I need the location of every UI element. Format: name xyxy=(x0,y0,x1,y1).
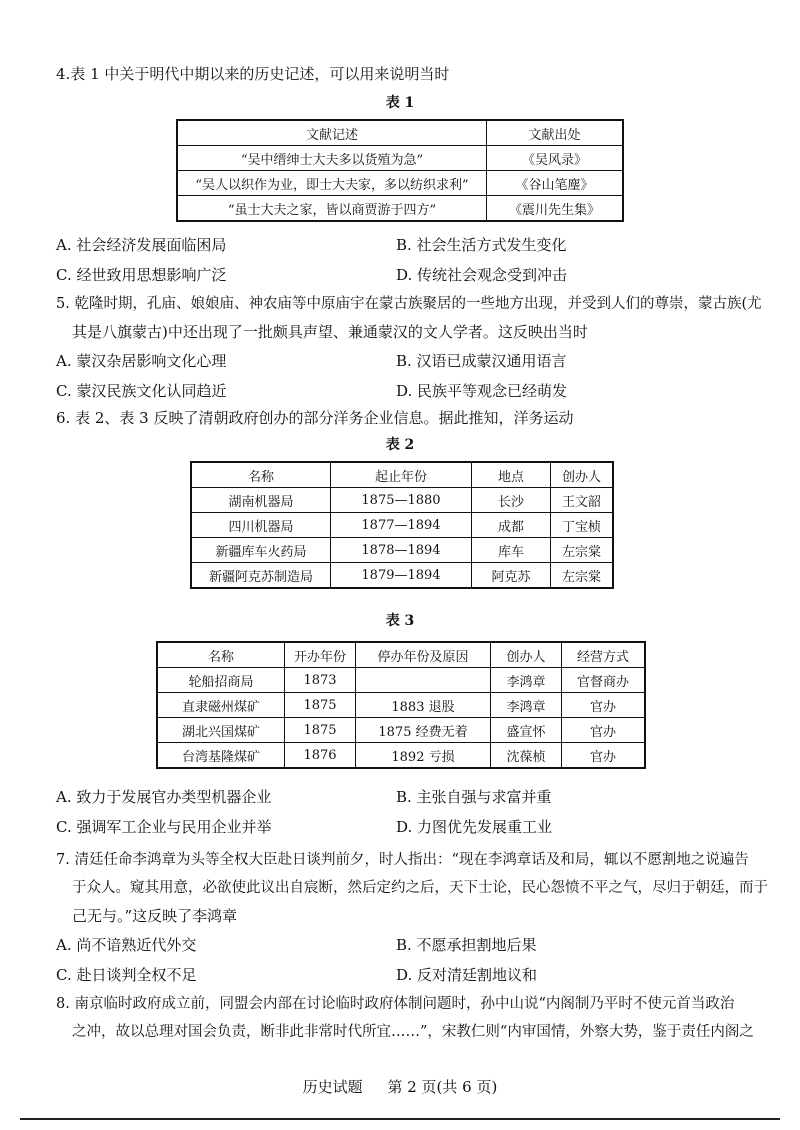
table-cell: 1892 亏损 xyxy=(356,743,491,769)
question-4 xyxy=(56,60,756,88)
footer-page-number: 第 2 页(共 6 页) xyxy=(387,1078,498,1096)
question-6-stem: 6. 表 2、表 3 反映了清朝政府创办的部分洋务企业信息。据此推知，洋务运动 xyxy=(56,409,574,427)
option-b[interactable]: B. 主张自强与求富并重 xyxy=(396,788,552,806)
table-cell: 直隶磁州煤矿 xyxy=(157,693,285,718)
question-6-options xyxy=(56,782,756,842)
table-header-cell: 名称 xyxy=(191,462,331,488)
option-c[interactable]: C. 强调军工企业与民用企业并举 xyxy=(56,818,272,836)
table-cell: 1879—1894 xyxy=(331,563,472,589)
table-cell: 湖北兴国煤矿 xyxy=(157,718,285,743)
table-cell: 官办 xyxy=(562,693,646,718)
table-row xyxy=(157,693,645,718)
page-footer xyxy=(0,1076,800,1097)
table-2 xyxy=(190,461,614,589)
table-cell: 湖南机器局 xyxy=(191,488,331,513)
table-cell: 《谷山笔麈》 xyxy=(487,171,624,196)
table-header-cell: 地点 xyxy=(472,462,551,488)
table-row xyxy=(157,718,645,743)
table-cell: 台湾基隆煤矿 xyxy=(157,743,285,769)
table-cell: 1876 xyxy=(285,743,356,769)
bottom-rule xyxy=(20,1118,780,1120)
table-cell: 新疆阿克苏制造局 xyxy=(191,563,331,589)
question-7-stem-line-1: 7. 清廷任命李鸿章为头等全权大臣赴日谈判前夕，时人指出：“现在李鸿章话及和局，辄以不愿割地之说遍告 xyxy=(56,852,749,868)
option-d[interactable]: D. 力图优先发展重工业 xyxy=(396,818,553,836)
table-cell: 1873 xyxy=(285,668,356,693)
option-b[interactable]: B. 汉语已成蒙汉通用语言 xyxy=(396,352,567,370)
table-header-cell: 文献出处 xyxy=(487,120,624,146)
table-header-cell: 开办年份 xyxy=(285,642,356,668)
table-header-cell: 创办人 xyxy=(491,642,562,668)
table-cell: 1875 经费无着 xyxy=(356,718,491,743)
table-row xyxy=(157,668,645,693)
table-cell: 左宗棠 xyxy=(551,563,614,589)
option-b[interactable]: B. 社会生活方式发生变化 xyxy=(396,236,567,254)
table-header-cell: 名称 xyxy=(157,642,285,668)
question-6 xyxy=(56,404,756,432)
option-a[interactable]: A. 蒙汉杂居影响文化心理 xyxy=(56,352,227,370)
question-8-stem-line-1: 8. 南京临时政府成立前，同盟会内部在讨论临时政府体制问题时，孙中山说“内阁制乃平时不使元首当政治 xyxy=(56,996,735,1012)
option-d[interactable]: D. 传统社会观念受到冲击 xyxy=(396,266,568,284)
table-cell: 《震川先生集》 xyxy=(487,196,624,222)
table-row xyxy=(191,513,613,538)
option-b[interactable]: B. 不愿承担割地后果 xyxy=(396,936,537,954)
table-cell: 1883 退股 xyxy=(356,693,491,718)
table-2-caption: 表 2 xyxy=(385,437,415,453)
table-cell: 官办 xyxy=(562,718,646,743)
table-cell: 王文韶 xyxy=(551,488,614,513)
table-cell: 新疆库车火药局 xyxy=(191,538,331,563)
question-5 xyxy=(56,290,762,406)
question-5-stem-line-2: 其是八旗蒙古)中还出现了一批颇具声望、兼通蒙汉的文人学者。这反映出当时 xyxy=(72,323,588,341)
option-a[interactable]: A. 尚不谙熟近代外交 xyxy=(56,936,197,954)
option-c[interactable]: C. 蒙汉民族文化认同趋近 xyxy=(56,382,227,400)
table-row xyxy=(191,488,613,513)
table-header-cell: 创办人 xyxy=(551,462,614,488)
table-row xyxy=(157,743,645,769)
table-cell xyxy=(356,668,491,693)
table-cell: 左宗棠 xyxy=(551,538,614,563)
table-cell: 李鸿章 xyxy=(491,693,562,718)
table-row xyxy=(177,120,623,146)
table-cell: 沈葆桢 xyxy=(491,743,562,769)
table-cell: 1878—1894 xyxy=(331,538,472,563)
question-7-stem-line-2: 于众人。窥其用意，必欲使此议出自宸断，然后定约之后，天下士论，民心怨愤不平之气，尽归于朝廷，而于 xyxy=(72,880,768,896)
table-cell: “虽士大夫之家，皆以商贾游于四方” xyxy=(177,196,487,222)
footer-subject: 历史试题 xyxy=(302,1078,363,1096)
table-3-caption: 表 3 xyxy=(385,613,415,629)
table-1-caption: 表 1 xyxy=(385,95,415,111)
table-cell: 轮船招商局 xyxy=(157,668,285,693)
table-header-cell: 经营方式 xyxy=(562,642,646,668)
table-1 xyxy=(176,119,624,222)
table-cell: 1877—1894 xyxy=(331,513,472,538)
table-cell: 李鸿章 xyxy=(491,668,562,693)
table-cell: 1875 xyxy=(285,693,356,718)
table-row xyxy=(191,462,613,488)
table-header-cell: 停办年份及原因 xyxy=(356,642,491,668)
question-8 xyxy=(56,990,756,1046)
table-header-cell: 起止年份 xyxy=(331,462,472,488)
question-5-stem-line-1: 5. 乾隆时期，孔庙、娘娘庙、神农庙等中原庙宇在蒙古族聚居的一些地方出现，并受到人们的尊崇，蒙古族(尤 xyxy=(56,296,762,312)
table-row xyxy=(177,196,623,222)
table-header-cell: 文献记述 xyxy=(177,120,487,146)
table-cell: 盛宣怀 xyxy=(491,718,562,743)
table-cell: 《吴风录》 xyxy=(487,146,624,171)
question-7 xyxy=(56,846,768,990)
table-cell: 1875 xyxy=(285,718,356,743)
table-row xyxy=(177,146,623,171)
question-4-stem: 4.表 1 中关于明代中期以来的历史记述，可以用来说明当时 xyxy=(56,65,450,83)
question-4-options xyxy=(56,230,756,290)
option-d[interactable]: D. 民族平等观念已经萌发 xyxy=(396,382,568,400)
option-c[interactable]: C. 经世致用思想影响广泛 xyxy=(56,266,227,284)
option-a[interactable]: A. 致力于发展官办类型机器企业 xyxy=(56,788,272,806)
table-cell: 官办 xyxy=(562,743,646,769)
question-8-stem-line-2: 之冲，故以总理对国会负责，断非此非常时代所宜……”，宋教仁则“内审国情，外察大势，鉴于责任内阁之 xyxy=(72,1024,754,1040)
option-d[interactable]: D. 反对清廷割地议和 xyxy=(396,966,538,984)
table-cell: “吴人以织作为业，即士大夫家，多以纺织求利” xyxy=(177,171,487,196)
table-cell: 阿克苏 xyxy=(472,563,551,589)
table-row xyxy=(157,642,645,668)
table-cell: “吴中缙绅士大夫多以货殖为急” xyxy=(177,146,487,171)
question-7-stem-line-3: 己无与。”这反映了李鸿章 xyxy=(72,907,238,925)
table-cell: 官督商办 xyxy=(562,668,646,693)
table-row xyxy=(191,563,613,589)
table-cell: 库车 xyxy=(472,538,551,563)
table-row xyxy=(191,538,613,563)
table-cell: 1875—1880 xyxy=(331,488,472,513)
table-cell: 四川机器局 xyxy=(191,513,331,538)
table-cell: 成都 xyxy=(472,513,551,538)
option-c[interactable]: C. 赴日谈判全权不足 xyxy=(56,966,197,984)
table-3 xyxy=(156,641,646,769)
option-a[interactable]: A. 社会经济发展面临困局 xyxy=(56,236,227,254)
table-row xyxy=(177,171,623,196)
table-cell: 丁宝桢 xyxy=(551,513,614,538)
table-cell: 长沙 xyxy=(472,488,551,513)
